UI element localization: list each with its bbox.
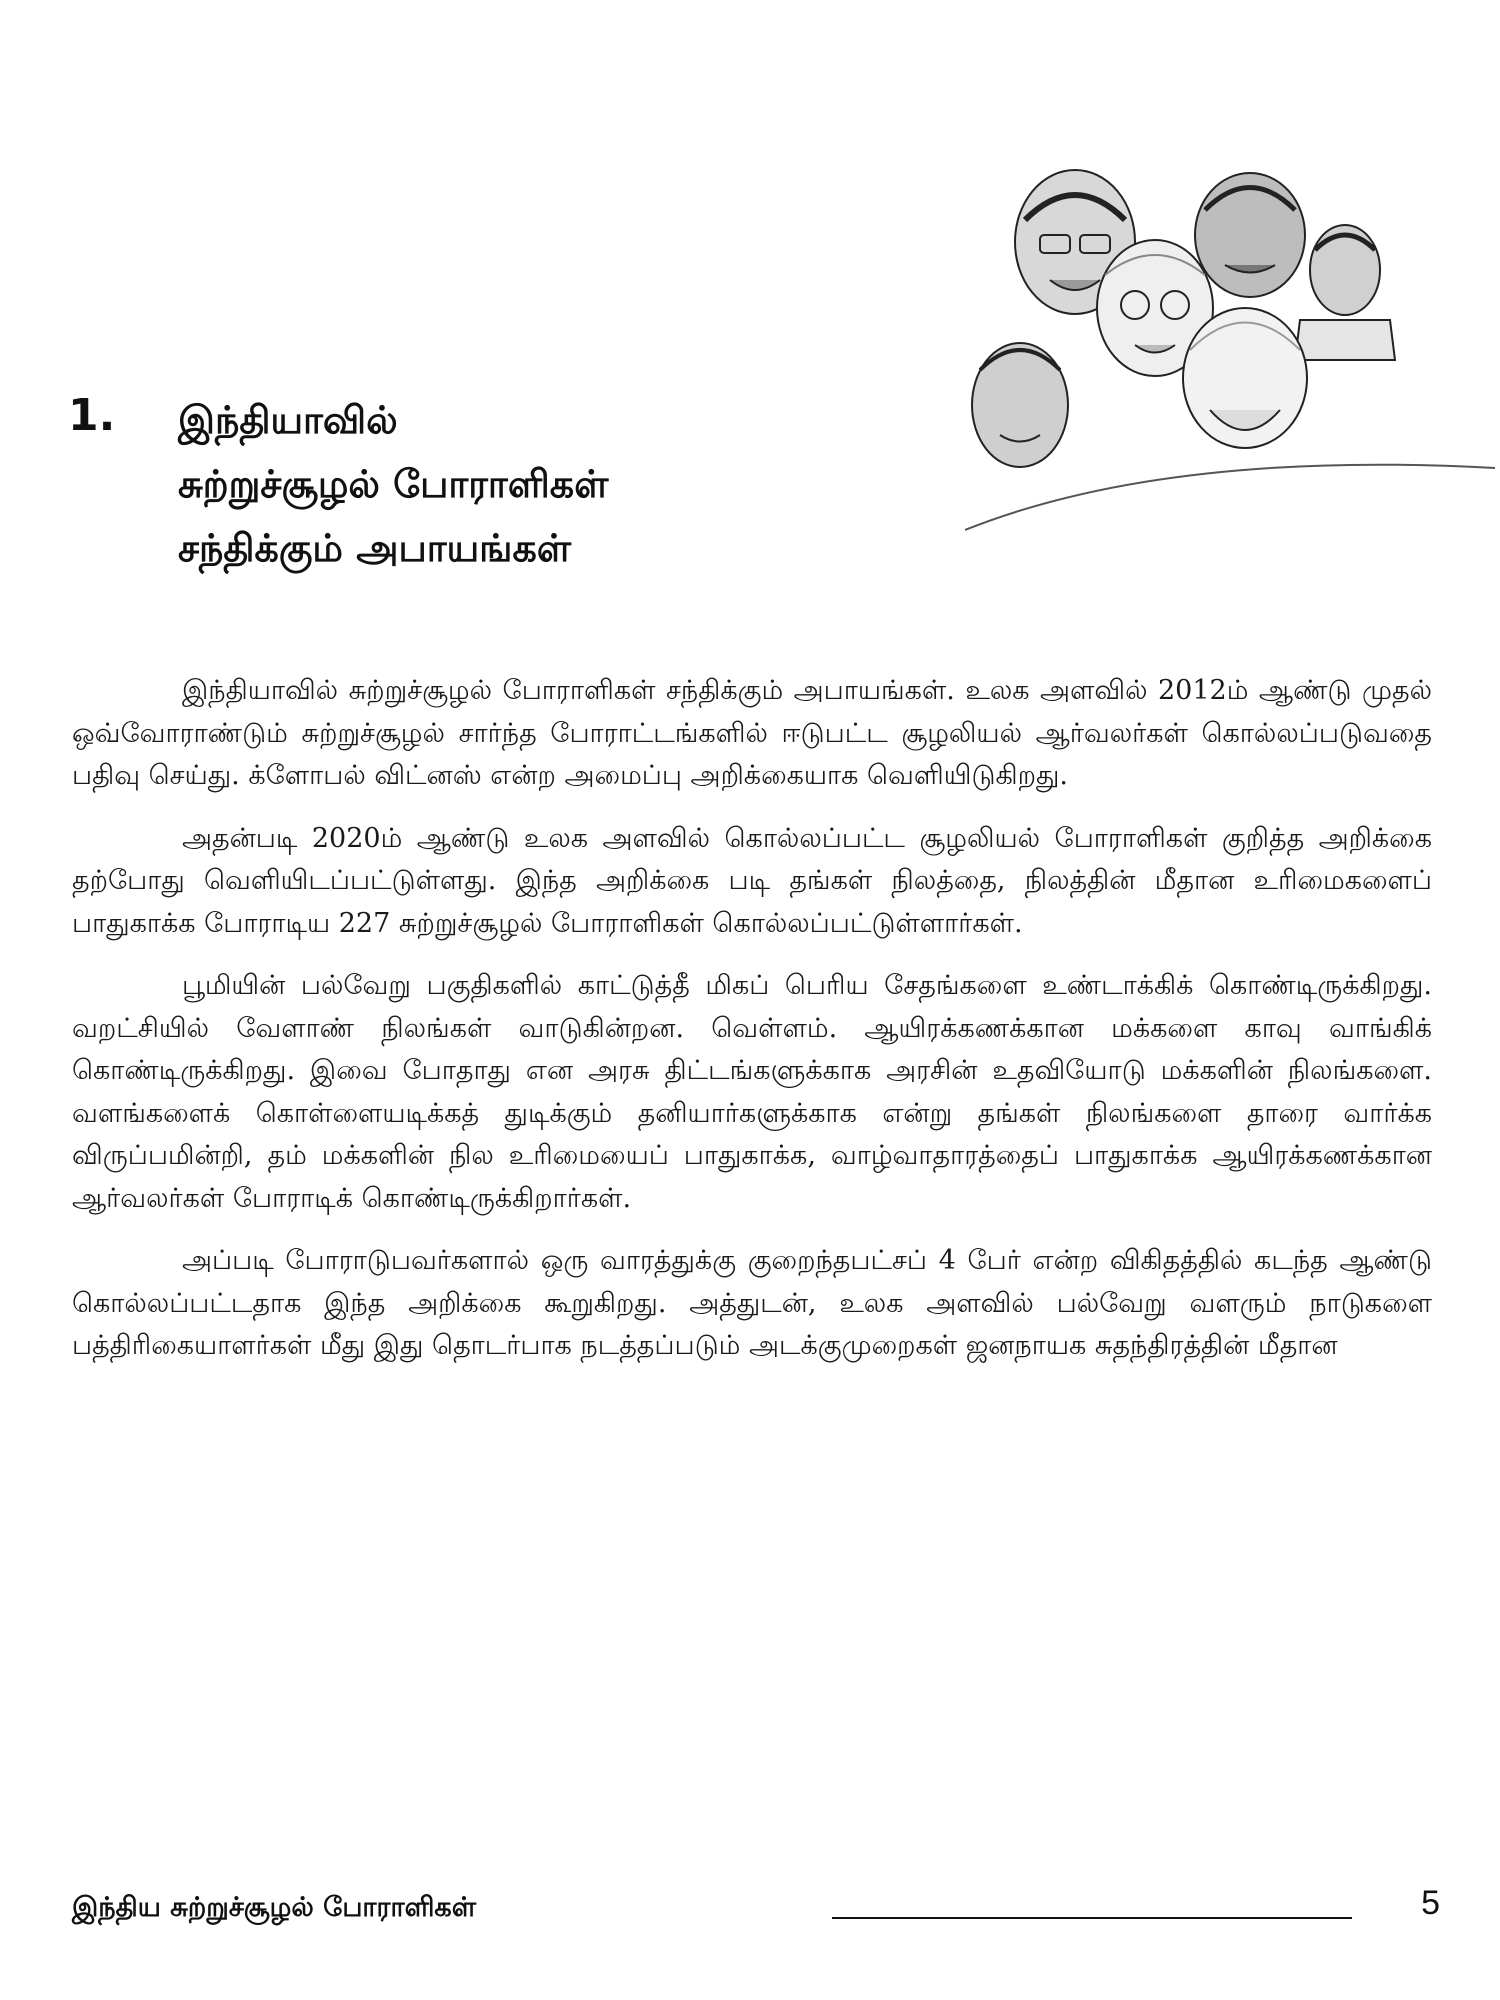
footer-book-title: இந்திய சுற்றுச்சூழல் போராளிகள் [72, 1892, 477, 1923]
paragraph: இந்தியாவில் சுற்றுச்சூழல் போராளிகள் சந்திக்கும் அபாயங்கள். உலக அளவில் 2012ம் ஆண்டு முதல் ஒவ்வோராண்டும் சுற்றுச்சூழல் சார்ந்த போராட்டங்களில் ஈடுபட்ட சூழலியல் ஆர்வலர்கள் கொல்லப்படுவதை பதிவு செய்து. க்ளோபல் விட்னஸ் என்ற அமைப்பு அறிக்கையாக வெளியிடுகிறது. [72, 675, 1432, 791]
paragraph: பூமியின் பல்வேறு பகுதிகளில் காட்டுத்தீ மிகப் பெரிய சேதங்களை உண்டாக்கிக் கொண்டிருக்கிறது. வறட்சியில் வேளாண் நிலங்கள் வாடுகின்றன. வெள்ளம். ஆயிரக்கணக்கான மக்களை காவு வாங்கிக் கொண்டிருக்கிறது. இவை போதாது என அரசு திட்டங்களுக்காக அரசின் உதவியோடு மக்களின் நிலங்களை. வளங்களைக் கொள்ளையடிக்கத் துடிக்கும் தனியார்களுக்காக என்று தங்கள் நிலங்களை தாரை வார்க்க விருப்பமின்றி, தம் மக்களின் நில உரிமையைப் பாதுகாக்க, வாழ்வாதாரத்தைப் பாதுகாக்க ஆயிரக்கணக்கான ஆர்வலர்கள் போராடிக் கொண்டிருக்கிறார்கள். [72, 970, 1432, 1214]
chapter-title [178, 388, 1078, 580]
page-number: 5 [1421, 1884, 1440, 1922]
page-footer [72, 1884, 1440, 1934]
body-text [72, 670, 1432, 1388]
chapter-title-line: இந்தியாவில் [178, 398, 398, 442]
footer-rule [832, 1917, 1352, 1919]
chapter-title-line: சுற்றுச்சூழல் போராளிகள் [178, 462, 609, 506]
paragraph: அப்படி போராடுபவர்களால் ஒரு வாரத்துக்கு குறைந்தபட்சப் 4 பேர் என்ற விகிதத்தில் கடந்த ஆண்டு கொல்லப்பட்டதாக இந்த அறிக்கை கூறுகிறது. அத்துடன், உலக அளவில் பல்வேறு வளரும் நாடுகளை பத்திரிகையாளர்கள் மீது இது தொடர்பாக நடத்தப்படும் அடக்குமுறைகள் ஜனநாயக சுதந்திரத்தின் மீதான [72, 1245, 1432, 1361]
chapter-title-line: சந்திக்கும் அபாயங்கள் [178, 526, 572, 570]
paragraph: அதன்படி 2020ம் ஆண்டு உலக அளவில் கொல்லப்பட்ட சூழலியல் போராளிகள் குறித்த அறிக்கை தற்போது வெளியிடப்பட்டுள்ளது. இந்த அறிக்கை படி தங்கள் நிலத்தை, நிலத்தின் மீதான உரிமைகளைப் பாதுகாக்க போராடிய 227 சுற்றுச்சூழல் போராளிகள் கொல்லப்பட்டுள்ளார்கள். [72, 822, 1432, 939]
chapter-number: 1. [68, 390, 116, 441]
